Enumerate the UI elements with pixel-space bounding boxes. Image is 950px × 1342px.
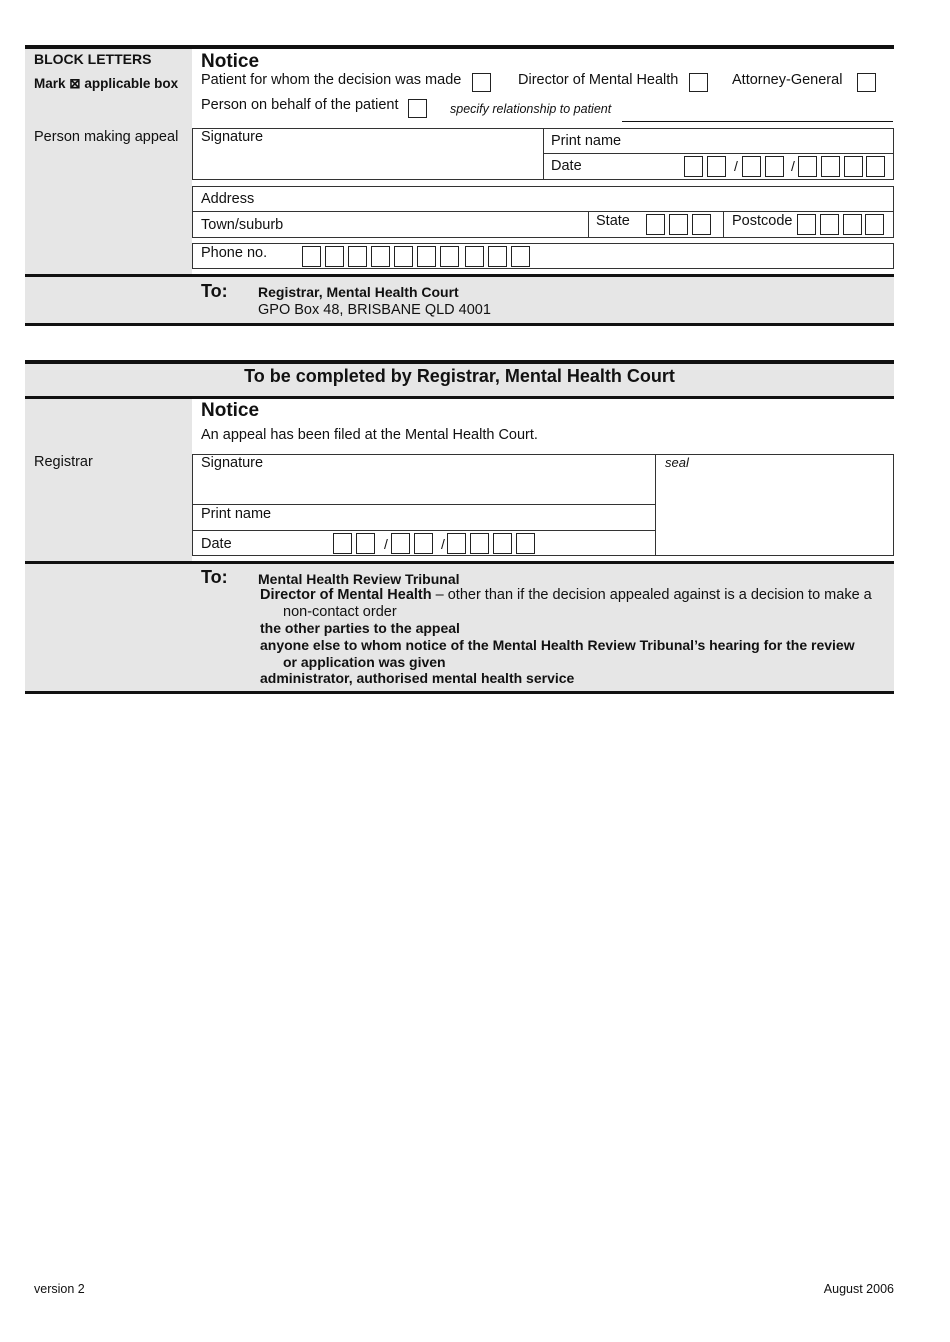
option-patient-checkbox[interactable] xyxy=(472,73,491,92)
option-patient-label: Patient for whom the decision was made xyxy=(201,72,462,88)
recipient-director-rest: – other than if the decision appealed against is a decision to make a xyxy=(431,587,872,603)
to-label: To: xyxy=(201,281,228,301)
registrar-notice-text: An appeal has been filed at the Mental Health Court. xyxy=(201,427,538,443)
phone-digit[interactable] xyxy=(394,246,413,267)
to-recipient-address: GPO Box 48, BRISBANE QLD 4001 xyxy=(258,302,491,318)
registrar-date-separator: / xyxy=(441,536,445,552)
date-digit[interactable] xyxy=(765,156,784,177)
person-making-appeal-label: Person making appeal xyxy=(34,129,179,145)
phone-digit[interactable] xyxy=(465,246,484,267)
date-digit[interactable] xyxy=(707,156,726,177)
registrar-print-name-label: Print name xyxy=(201,506,272,522)
registrar-date-digit[interactable] xyxy=(447,533,466,554)
recipient-director xyxy=(260,587,872,603)
state-digit[interactable] xyxy=(646,214,665,235)
phone-digit[interactable] xyxy=(325,246,344,267)
phone-label: Phone no. xyxy=(201,245,268,261)
registrar-date-digit[interactable] xyxy=(414,533,433,554)
print-name-label: Print name xyxy=(551,133,622,149)
date-label: Date xyxy=(551,158,582,174)
date-digit[interactable] xyxy=(684,156,703,177)
to-recipient-name: Registrar, Mental Health Court xyxy=(258,284,459,300)
date-digit[interactable] xyxy=(866,156,885,177)
postcode-digit[interactable] xyxy=(843,214,862,235)
recipient-tribunal: Mental Health Review Tribunal xyxy=(258,571,460,587)
registrar-to-label: To: xyxy=(201,567,228,587)
registrar-date-digit[interactable] xyxy=(516,533,535,554)
registrar-to-rule xyxy=(25,561,894,564)
registrar-date-digit[interactable] xyxy=(356,533,375,554)
recipient-director-bold: Director of Mental Health xyxy=(260,587,432,603)
date-digit[interactable] xyxy=(742,156,761,177)
option-attorney-checkbox[interactable] xyxy=(857,73,876,92)
postcode-label: Postcode xyxy=(732,213,793,229)
phone-digit[interactable] xyxy=(440,246,459,267)
recipient-director-cont: non-contact order xyxy=(283,604,397,620)
registrar-date-label: Date xyxy=(201,536,232,552)
date-separator: / xyxy=(791,158,795,174)
registrar-date-digit[interactable] xyxy=(333,533,352,554)
postcode-digit[interactable] xyxy=(820,214,839,235)
seal-label: seal xyxy=(665,455,689,470)
registrar-signature-label: Signature xyxy=(201,455,264,471)
specify-relationship-label: specify relationship to patient xyxy=(450,102,612,116)
phone-digit[interactable] xyxy=(348,246,367,267)
recipient-anyone-line2: or application was given xyxy=(283,654,446,670)
to-section-rule xyxy=(25,274,894,277)
phone-digit[interactable] xyxy=(488,246,507,267)
date-separator: / xyxy=(734,158,738,174)
checked-box-icon: ⊠ xyxy=(69,76,81,91)
phone-digit[interactable] xyxy=(511,246,530,267)
section2-top-rule xyxy=(25,360,894,364)
address-label: Address xyxy=(201,191,255,207)
registrar-date-digit[interactable] xyxy=(493,533,512,554)
town-label: Town/suburb xyxy=(201,217,284,233)
state-digit[interactable] xyxy=(669,214,688,235)
mark-instruction xyxy=(34,76,178,92)
section1-bottom-rule xyxy=(25,323,894,326)
option-director-label: Director of Mental Health xyxy=(518,72,679,88)
date-digit[interactable] xyxy=(821,156,840,177)
option-attorney-label: Attorney-General xyxy=(732,72,843,88)
signature-label: Signature xyxy=(201,129,264,145)
address-field[interactable] xyxy=(192,186,894,212)
mark-suffix: applicable box xyxy=(84,76,179,91)
recipient-anyone-line1: anyone else to whom notice of the Mental Health Review Tribunal’s hearing for the review xyxy=(260,637,855,653)
option-behalf-checkbox[interactable] xyxy=(408,99,427,118)
recipient-other-parties: the other parties to the appeal xyxy=(260,620,460,636)
registrar-section-header: To be completed by Registrar, Mental Health Court xyxy=(244,366,675,386)
registrar-label: Registrar xyxy=(34,454,93,470)
state-digit[interactable] xyxy=(692,214,711,235)
registrar-notice-heading: Notice xyxy=(201,400,260,421)
registrar-date-digit[interactable] xyxy=(391,533,410,554)
registrar-date-digit[interactable] xyxy=(470,533,489,554)
seal-area xyxy=(655,454,894,556)
registrar-date-separator: / xyxy=(384,536,388,552)
notice-heading: Notice xyxy=(201,51,260,72)
recipient-administrator: administrator, authorised mental health service xyxy=(260,670,575,686)
phone-digit[interactable] xyxy=(371,246,390,267)
option-director-checkbox[interactable] xyxy=(689,73,708,92)
postcode-digit[interactable] xyxy=(797,214,816,235)
option-behalf-label: Person on behalf of the patient xyxy=(201,97,399,113)
section2-bottom-rule xyxy=(25,691,894,694)
relationship-input-line[interactable] xyxy=(622,121,893,122)
phone-field[interactable] xyxy=(192,243,894,269)
date-digit[interactable] xyxy=(798,156,817,177)
mark-prefix: Mark xyxy=(34,76,66,91)
postcode-digit[interactable] xyxy=(865,214,884,235)
footer-version: version 2 xyxy=(34,1282,85,1296)
date-digit[interactable] xyxy=(844,156,863,177)
block-letters-label: BLOCK LETTERS xyxy=(34,51,152,67)
footer-date: August 2006 xyxy=(823,1282,894,1296)
phone-digit[interactable] xyxy=(417,246,436,267)
state-label: State xyxy=(596,213,630,229)
phone-digit[interactable] xyxy=(302,246,321,267)
